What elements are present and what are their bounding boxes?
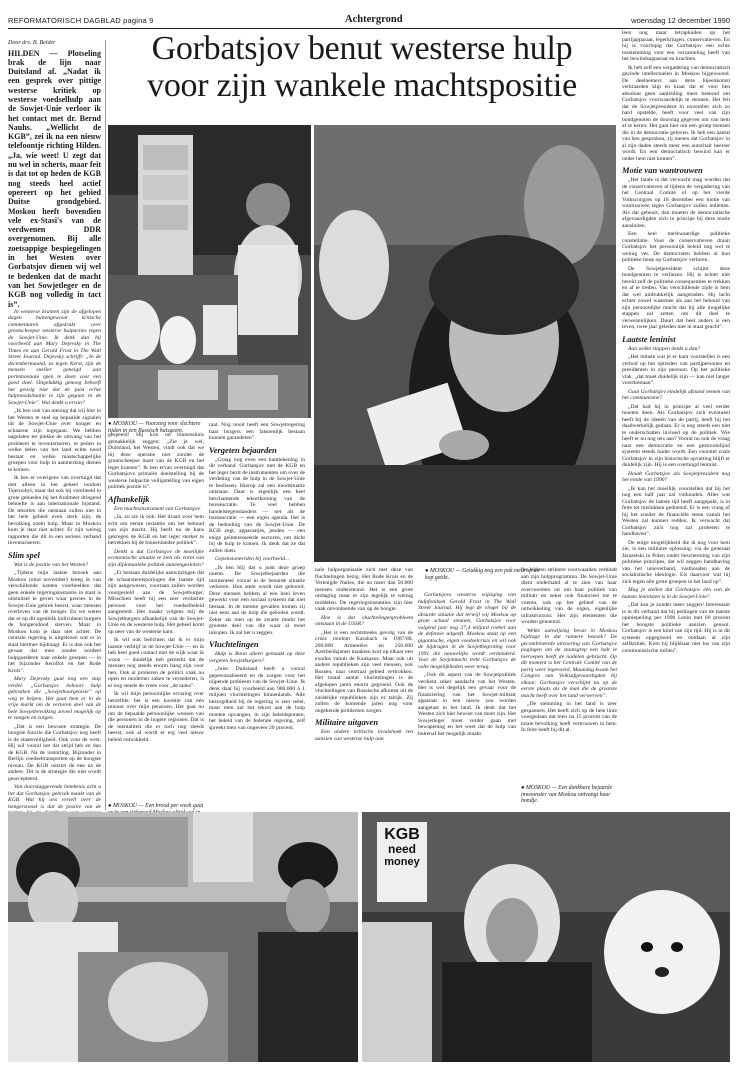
- subheading: Afhankelijk: [108, 493, 150, 504]
- paragraph: gespeeld! Hij kon nu binnenshuis gemakkelijk zeggen: „Zie je wel, Duitsland, het Westen, vindt ook dat we bij deze operatie niet zonder de grootscheepse inzet van de KGB en het leger kunnen”. Ik ben ervan overtuigd dat Gorbatsjovs primaire doelstelling bij de westerse hulpactie veiligstelling van eigen politiek positie is”.: [108, 432, 204, 490]
- paragraph: De enige mogelijkheid die ik nog voor hem zie, is een militaire oplossing: via de generaal Jarazelski in Polen onder bescherming van zijn politieke principes, dat wil zeggen handhaving van het unieverband, vasthouden aan de socialistische ideologie. Eis daarvoor wat hij zich tegen alle grote groepen in het land op”.: [622, 539, 730, 585]
- headline: [108, 30, 616, 104]
- paragraph: Mary Dejevsky gaat nog een stap verder. „Gorbatsjov behoort hulp gebruiken die „Sowjetbourgeoisie” op weg te helpen. Het gaat hem er in de vrije markt om de verloren deel van de hele Sowjetbevolking zoveel mogelijk op te vangen en zorgen.: [8, 676, 101, 722]
- paragraph: „Het fatale is dat verwacht mag worden dat de conservatieven al tijdens de vergadering van het Centraal Comité of op het vierde Volkscongres op 18 december een motie van wantrouwen tegen Gorbatsjov zullen indienen. Als dat gebeurt, dan moeten de democratische afgevaardigden zich in principe bij deze motie aansluiten.: [622, 177, 730, 229]
- subheading: Vergeten bejaarden: [209, 444, 277, 455]
- paragraph: „Tijdens mijn laatste bezoek aan Moskou (eind november) kreeg ik van verschillende kanten voorbeelden dat geen enkele regeringsinstantie in staat is uitsluitsel te geven waar precies in de Sowjet-Unie gebrek heerst, waar mensen overleven van de honger. En we weten dat er op dit ogenblik individueel burgers de hongersdood sterven. Maar in Moskou kom je daar niet achter. De centrale regering is uitgelezen wat er in staat hiermee bijdraagt. Er is dan ook het gevaar dat men zonder oordeel hulpgoederen naar enkele groepen — in het bijzonder Aeroflot en het Rode Kruis”.: [8, 570, 101, 674]
- caption-text: MOSKOU — Gelukkig nog een pak melk op de kop getikt.: [425, 568, 540, 581]
- paragraph: Gaat Gorbatsjov eindelijk afstand nemen van het communisme?: [622, 388, 730, 401]
- paragraph: „Ik kan het moeilijk voorstellen dat hij het nog een half jaar zal volhouden. Alles wat Gorbatsjov de laatste tijd heeft aangepakt, is in feite tot mislukken gedoemd. Er is een vraag of hij het zonder de financiële steun vanuit het Westen zal kunnen redden. Ik verwacht dat Gorbatsjov zich nog zal proberen te handhaven”.: [622, 485, 730, 537]
- paragraph: „Ja, zo zie ik ook. Het draait voor hem echt om eerste instantie om het behoud van zijn macht. Hij heeft nu de kans gekregen de KGB en het leger sterker te betrekken bij de binnenlandse politiek”.: [108, 514, 204, 546]
- column-4: [315, 567, 413, 813]
- column-3: [209, 422, 305, 815]
- headline-line-1: Gorbatsjov benut westerse hulp: [151, 30, 573, 67]
- masthead-spacer: [622, 14, 730, 30]
- subheading: Vluchtelingen: [209, 639, 259, 649]
- paragraph: „Het minste wat je er kunt voorstellen is een verbod op het optreden van partijpersonen en presidenten in zijn persoon. Op het politieke vlak. „dat moet duidelijk zijn — kan niet langer voortbestaan”.: [622, 354, 730, 386]
- paragraph: Van doorslaggevende betekenis acht u het dat Gorbatsjov gebruik maakt van de KGB. Wat hij ons vertelt over de hongersnood is dat de positie van de: [8, 784, 101, 810]
- paragraph: Houdt Gorbatsjov als Sowjetpresident nog het einde van 1990?: [622, 470, 730, 483]
- headline-line-2: voor zijn wankele machtspositie: [147, 67, 577, 104]
- paragraph: leen nog maar tetraploïden op het partijapparaat, legerkringen, conservatieven. En hij is voorlopig dat Gorbatsjov een echte toestemming voor een verzameling heeft van het bewindsapparaat en krachten.: [622, 30, 730, 62]
- paragraph: raat. Nog nooit heeft een Sowjetregering haar burgers een fatsoenlijk bestaan kunnen garanderen”.: [209, 422, 305, 441]
- column-2: [108, 432, 204, 802]
- paragraph: Aan welke stappen denkt u dan?: [628, 345, 701, 352]
- paragraph: Denkt u dat Gorbatsjov de moeilijke economische situatie te zien als vorm van zijn diplomatieke politiek aaneengesloten?: [108, 548, 204, 568]
- paragraph: Ik ben er overigens van overtuigd dat met alleen in het geheel rondom Tsjernobyl, maar dat ook bij voorbeeld in grote gebieden bij het Aralmeer dringend behoefte is aan internationale bijstand. De tekorten die ontstaan zullen niet in het hele gebied even sterk zijn, de bevolking zoekt hulp. Maar in Moskou kom je daar niet achter. Er zijn weinig rapporten die dit in een serieus verband inventariseren.: [8, 475, 101, 547]
- caption-milk: ● MOSKOU — Gelukkig nog een pak melk op de kop getikt.: [425, 568, 540, 581]
- paragraph: „Er bestaan duidelijke aanwijzingen dat de schaarsterelsporingen die laatste tijd zijn aangewezen, voortaan zullen worden voorgesteld aan de Sowjetburger. Misschien heeft hij een zeer verdachte persoon voor het voedselbeleid aangesteld. Het maakt volgens mij de Sowjetburgers afhankelijk van de Sowjet-Unie en de westerse hulp. Het geheel komt op neer van de westerse kant.: [108, 570, 204, 635]
- paragraph: Gepensioneerden bij voorbeeld...: [215, 556, 290, 562]
- paragraph: Een machtsinstrument van Gorbatsjov.: [114, 505, 201, 512]
- column-5: [418, 592, 516, 777]
- caption-text: MOSKOU — Een dankbare bejaarde inwoonster van Moskou ontvangt haar hondje.: [521, 785, 613, 805]
- paragraph: „Dat had hij in principe al veel eerder moeten doen. Als Gorbatsjov zich eventueel heeft bij de ideeën van de partij, heeft hij het daadwerkelijk gedaan. Er is nog steeds een niet te onderschatten invloed op de politiek. Wie heeft er nu nog iets aan? Vooral nu ook de vraag naar een democratie en een gestroomlijnd systeem steeds luider wordt. Een voorstel zoals Gorbatsjov in zijn historische opvatting blijft er duidelijk zijn. Hij is een overtuigd leninist.: [622, 403, 730, 468]
- caption-dog: ● MOSKOU — Een dankbare bejaarde inwoonster van Moskou ontvangt haar hondje.: [521, 785, 613, 805]
- paragraph: nale hulporganisatie zich met deze van fluchtelingen bezig. Het Rode Kruis en de Verenigde Naties, die nu meer dan 50.000 mensen ondersteund. Het is een grote uitdaging maar er zijn tegelijk te weinig middelen. De regeringsinstanties zijn hier vaak onvoldoende van op de hoogte.: [315, 567, 413, 612]
- photo-milk-image: [314, 125, 616, 562]
- paragraph: Hoe is dat vluchtelingenprobleem ontstaan in de USSR?: [315, 614, 413, 627]
- paragraph: Een heel merkwaardige politieke constellatie. Voor de conservatieven draait Gorbatsjov het persoonlijk beleid nog wel te weinig ver. De democraten hebben al hun politieke hoop op Gorbatsjov verloren.: [622, 231, 730, 263]
- photo-kgb-dog: [362, 812, 730, 1062]
- paragraph: Ik wil ook belichten dat ik er mijn laatste verblijf in de Sowjet-Unie — en ik heb heel goed contact met de wijk waar ik woon — duidelijk heb gemerkt dat de mensen nog steeds enorm bang zijn voor hen. Ook al proberen de politici vaak nu open en moderner zaken te veranderen, is er nog steeds de vrees voor „de tanks”.: [108, 637, 204, 689]
- paragraph: het Westen striktere voorwaarden verbindt aan zijn hulpprogramma. De Sowjet-Unie dient onderhand al te zien van haar overvoorsten uit om haar politiek van militair en zeker ook financieel toe te voeren, ook op het gebied van de ontwikkeling van de eigen, eigenlijke infrastructuur. Het zijn elementen die worden genoemd.: [521, 567, 617, 625]
- paragraph: „Dat kan je zonder meer zeggen! Interessant is in dit verband dat bij peilingen van de laatste opiniepeiling per 1990 Lenin met 60 procent het hoogste politieke aanzien genoot. Gorbatsjov is een kind van zijn tijd. Hij is in dit systeem opgegroeid en ontdaan al zijn zelfkritiek. Kom hij blijkbaar niet los van zijn communistische milieu”.: [622, 602, 730, 654]
- column-rule: [105, 40, 106, 810]
- paragraph: De Sowjetpresident schijnt deze bondgenoten te verliezen. Hij is echter niet bereid zelf de politieke consequenties te trekken en af te treden. Van verschillende zijde is hem dat wel uitdrukkelijk aangeraden. Hij lacht echter zowel waarmee als aan het behoud van zijn persoonlijke macht dat hij alle mogelijke stappen zal zetten om dit doel te verwezenlijken. Duurt dat heel anders is een leven, twee jaar geleden niet in staat geacht”.: [622, 265, 730, 330]
- photo-bread: [8, 812, 358, 1062]
- subheading: Slim spel: [8, 549, 40, 560]
- paragraph: „De stemming in het land is zeer gespannen. Het heeft zich op de hele linie voorgedaan dat men na 15 procent van de totale bevolking heeft vertrouwen in hem. In feite heeft hij dit al.: [521, 701, 617, 733]
- paragraph: „Het is een rechtstreeks gevolg van de crisis rondom Karabach in 1987/88. 200.000 Armeniërs en 250.000 Azerbeidzjanen maakten kort op elkaar een exodus vanuit de Kaukasus. Maar ook uit andere republieken zijn veel mensen, ook Russen, naar centraal gebied vertrokken. Het totaal aantal vluchtelingen is de afgelopen jaren enorm gegroeid. Ook de vluchtelingen van Russische afkomst uit de zuidelijke republieken zijn er talrijk. Zij zullen de komende jaren nog voor ongekende problemen zorgen.: [315, 629, 413, 714]
- photo-kitchen-image: [108, 125, 311, 418]
- article-lead: HILDEN — Plotseling brak de lijn naar Duitsland af. „Nadat ik een gesprek over pittige westerse kritiek op westerse voedselhulp aan de Sowjet-Unie verloor ik het contact met dr. Bernd Nauhs. „Wellicht de KGB”, zei ik na een nieuw telefoontje richting Hilden. „Ja, wie weet! U zegt dat nu wel in scherts, maar feit is dat tot op heden de KGB nog steeds heel actief opereert op het gebied Duitse grondgebied. Moskou heeft bovendien vele ex-Stasi's van de verdwenen DDR overgenomen. Bij alle zoetsappige bespiegelingen in het Westen over Gorbatsjov dienen wij wel te bedenken dat de macht van het Sowjetleger en de KGB nog volledig in tact is”.: [8, 48, 101, 309]
- photo-kitchen: [108, 125, 311, 418]
- paragraph: Gorbatsjovs westerse wijziging van hulpfondsen Gerald Frost in The Wall Street Journal. Hij legt de vinger bij de absurde situatie dat terwijl wij Moskou op grote schaal steunen, Gorbatsjov voor volgend jaar nog 27,4 miljard roebel aan de defensie uitgeeft. Moskou staat op een gigantische, eigen voedselcrisis en wil ook de bijdragen in de Sovjetbegroting voor 1991 die nauwelijks wordt verminderd. Voor de Sovjetmacht trekt Gorbatsjov de volle mogelijkheden weer terug.: [418, 592, 516, 670]
- paragraph: Welke aanwijzing bevat in Moskou bijdrage in dat ruimere bezoek? De gecombineerde uitvoering van Gorbatsjov pogingen om de staatsgrep een halt te toeroepen heeft de nadelen gebracht. Op dit moment is het Centrale Comité van de partij weer ingevoerd, Maandag kwam het Congres van Volksafgevaardigden bij elkaar. Gorbatsjov verschijnt nu op de eerste plaats als de man die de grootste macht heeft over het land verwerven”.: [521, 627, 617, 699]
- paragraph: Mag je stellen dat Gorbatsjov één van de laatste leninisten is in de Sowjet-Unie?: [622, 587, 730, 600]
- column-6: [622, 14, 730, 864]
- caption-text: MOSKOU — Voorzorg voor slechtere tijden in een Russisch huisgezin.: [108, 421, 201, 434]
- paragraph: „Juist. Duitsland heeft u vooral gepersonaliseerd en de zorgen voor het nijpende probleem van de Sowjet-Unie. Ik denk daar bij voorbeeld aan 900.000 à 1 miljoen vluchtelingen binnenlands. Alle bezorgdheid bij de regering is zeer reëel, maar men zal het tekort aan de hulp moeten opvangen, in zijn beleidspunten, het beleid van de federale regering, zelf spreekt men van ongeveer 20 procent.: [209, 666, 305, 731]
- kgb-sign: [377, 826, 427, 868]
- subheading: Laatste leninist: [622, 333, 676, 344]
- paragraph: In westerse kranten zijn de afgelopen dagen buitengewoon kritische commentaren afgedrukt over grootscheepse westerse hulpacties tegen de Sowjet-Unie. Ik denk dan bij voorbeeld aan Mary Dejevsky in The Times en aan Gerald Frost in The Wall Street Journal. Dejevsky schrijft: „In de decembermaand, zo tegen Kerst, zijn de mensen sneller geneigd aan portemonnaie open te doen voor een goed doel. Ongelukkig genoeg behoeft het gevolg niet dat de juist echte hulpnoodsituatie te zijn gegaan in de Sowjet-Unie”. Wat denkt u ervan?: [8, 308, 101, 406]
- paragraph: Hulp is Bonn alleen gemaakt op deze vergeten Sowjetburgers?: [209, 651, 305, 664]
- caption-kitchen: ● MOSKOU — Voorzorg voor slechtere tijden in een Russisch huisgezin.: [108, 421, 201, 434]
- issue-date: woensdag 12 december 1990: [631, 16, 730, 25]
- photo-milk: [314, 125, 616, 562]
- sign-line: money: [384, 856, 420, 868]
- section-title: Achtergrond: [345, 14, 403, 25]
- sign-line: KGB: [384, 826, 420, 843]
- paragraph: „Ik ben blij dat u juist deze groep noemt. De Sowjetbejaarden die momenteel vooral in de benarde situatie verkeren. Hun stem wordt niet gehoord. Deze mensen hebben al een heel leven gewerkt voor een sociaal systeem dat niet bestaat. In de meeste gevallen komen zij niet eens aan de hulp die geboden wordt. Zeker als men op de zwarte markt het grootste deel van die waar al moet inkopen. Ik zal het u zeggen.: [209, 564, 305, 636]
- paragraph: Een andere kritische invalshoek ten aanzien van westerse hulp aan: [315, 729, 413, 742]
- paragraph: Ik heb zelf een vergadering van democratisch gezinde intellectuelen in Moskou bijgewoond. De deelnemers aan deze bijeenkomst verklaarden klip en klaar dat er voor hen absoluut geen aanleiding meer bestond om Gorbatsjov voorwaardelijk te steunen. Het feit dat de Sowjetpresident in november zich zo hard opstelde, heeft voor veel van zijn bondgenoten de doorslag gegeven om van hem af te keren. Het gaat hier om een groep mensen die in de democratie geloven. Ik heb een aantal van hen gesproken, zij menen dat Gorbatsjov in al zijn daden steeds meer een autoritair heerser wordt. En een democratisch bewind kan er onder hem niet komen”.: [622, 64, 730, 162]
- caption-text: MOSKOU — Een brood per week gaat: [112, 803, 204, 809]
- paragraph: „Ook dit aspect van de Sowjetpolitiek verdient zeker aandacht van het Westen. Het is wel degelijk een gevaar voor de financiering van het Sowjet-militair apparaat in een nieuw zou worden aangetast in het land. Ik denk dat het Westen zich hier bewust van moet zijn. Het Sowjetleger moet verder gaan met bewapening en het weet dat de hulp van buitenaf het mogelijk maakt.: [418, 672, 516, 737]
- column-5b: [521, 567, 617, 782]
- paper-name: REFORMATORISCH DAGBLAD pagina 9: [8, 16, 154, 25]
- subheading: Motie van wantrouwen: [622, 165, 703, 175]
- caption-bread: ● MOSKOU — Een brood per week gaat: [108, 803, 204, 816]
- paragraph: „Graag nog even een kanttekening in dit verband. Gorbatsjov met de KGB en het leger bezit de instrumenten om over de verdeling van de hulp in de Sowjet-Unie te beslissen. Hierop zal een noodsituatie ontstaan. Daar is eigenlijk een heel beschamende tekortkoming van de bureaucratie. Te veel hebben handelstegenstanders — net als de bureaucratie — een eigen agenda. Het is de bedoeling van de Sowjet-Unie. De KGB zegt, apparaatjes, jenden — een enige geïnteresseerde sectoren, om dicht bij de hulp te komen. Ik denk dat ze dat zullen doen.: [209, 456, 305, 554]
- byline: Door drs. B. Belder: [8, 40, 56, 46]
- subheading: Militaire uitgaven: [315, 717, 379, 727]
- photo-bread-image: [8, 812, 358, 1062]
- paragraph: Ik wil mijn persoonlijke ervaring over hetzelfde: het is een kwestie van één minuut over mijn pensioen. Het gaat nu om de bepaalde persoonlijke wensen van die personen in de hogere regionen. Dat is de mentaliteit die er toch nog steeds heerst, ook al wordt er erg veel nieuw beleid ontwikkeld.: [108, 691, 204, 743]
- sign-line: need: [387, 842, 416, 856]
- paragraph: Wat is de positie van het Westen?: [14, 561, 89, 568]
- paragraph: „Dat is een bewuste strategie. De hoogste functie die Gorbatsjov nog heeft is de staatsveiligheid. Ook voor de west. Hij wil vooral het dat strijd heb en dan de KGB. Na de instorting. Bijzonder in Berlijn voedseltransporten op de hoogste niveau. De KGB ontziet de ene na de andere. Dit is de strategie die niet wordt geaccepteerd.: [8, 723, 101, 782]
- paragraph: „Ik ben ook van mening dat wij hier in het Westen te snel op bepaalde signalen uit de Sowjet-Unie over honger en schaarste zijn ingegaan. We hebben nagelaten ter plekke de omvang van het probleem te inventariseren, te peilen in welke delen van het land echte nood bestaat en welke maatschappelijke groepen voor hulp in aanmerking dienen te komen.: [8, 408, 101, 473]
